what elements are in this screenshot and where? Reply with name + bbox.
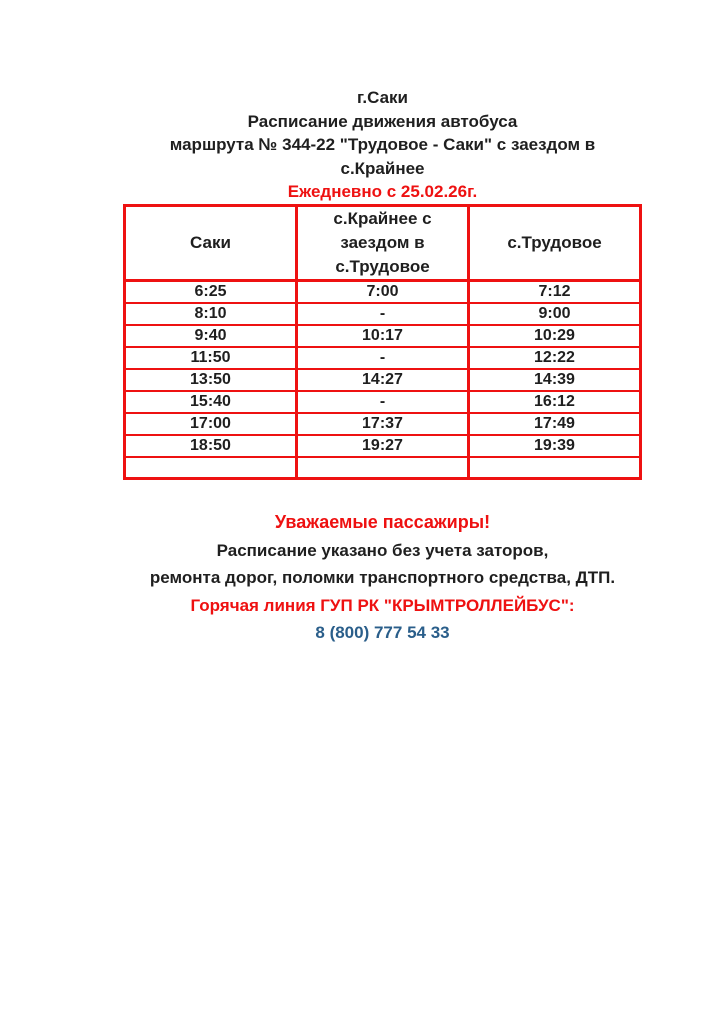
time-cell: 14:39 <box>469 369 641 391</box>
column-header-saki <box>125 205 297 280</box>
time-cell <box>125 457 297 479</box>
effective-date: Ежедневно с 25.02.26г. <box>287 182 478 201</box>
table-row <box>125 457 641 479</box>
time-cell: - <box>297 391 469 413</box>
table-row <box>125 280 641 303</box>
notice-block <box>123 509 642 647</box>
time-cell: 13:50 <box>125 369 297 391</box>
time-cell: 10:29 <box>469 325 641 347</box>
time-cell: 14:27 <box>297 369 469 391</box>
time-cell: 16:12 <box>469 391 641 413</box>
route-title-line-2: с.Крайнее <box>340 158 425 178</box>
document-content <box>123 86 642 647</box>
time-cell <box>297 457 469 479</box>
column-header-label: Саки <box>190 232 231 252</box>
time-cell: 15:40 <box>125 391 297 413</box>
table-row <box>125 369 641 391</box>
notice-line-1: Расписание указано без учета заторов, <box>216 540 549 560</box>
route-title-line-1: маршрута № 344-22 "Трудовое - Саки" с заездом в <box>169 135 596 154</box>
time-cell: 18:50 <box>125 435 297 457</box>
hotline-label: Горячая линия ГУП РК "КРЫМТРОЛЛЕЙБУС": <box>190 595 575 615</box>
notice-line-2: ремонта дорог, поломки транспортного средства, ДТП. <box>149 568 616 587</box>
time-cell: 9:00 <box>469 303 641 325</box>
time-cell: 17:37 <box>297 413 469 435</box>
time-cell: 10:17 <box>297 325 469 347</box>
time-cell: 19:39 <box>469 435 641 457</box>
table-row <box>125 413 641 435</box>
schedule-table-head <box>125 205 641 280</box>
time-cell <box>469 457 641 479</box>
time-cell: 19:27 <box>297 435 469 457</box>
time-cell: 8:10 <box>125 303 297 325</box>
time-cell: 17:00 <box>125 413 297 435</box>
table-row <box>125 303 641 325</box>
time-cell: 7:12 <box>469 280 641 303</box>
city-title: г.Саки <box>357 88 408 107</box>
time-cell: - <box>297 347 469 369</box>
schedule-table <box>123 204 642 481</box>
title-block <box>123 86 642 204</box>
time-cell: 7:00 <box>297 280 469 303</box>
time-cell: 6:25 <box>125 280 297 303</box>
time-cell: 17:49 <box>469 413 641 435</box>
time-cell: 12:22 <box>469 347 641 369</box>
column-header-krainee <box>297 205 469 280</box>
notice-title: Уважаемые пассажиры! <box>274 512 491 532</box>
time-cell: - <box>297 303 469 325</box>
schedule-table-body <box>125 280 641 479</box>
column-header-label: с.Трудовое <box>507 232 602 252</box>
time-cell: 11:50 <box>125 347 297 369</box>
table-row <box>125 391 641 413</box>
header-row <box>125 205 641 280</box>
table-row <box>125 435 641 457</box>
column-header-label: с.Крайнее с заездом в с.Трудовое <box>333 208 432 276</box>
hotline-phone-number: 8 (800) 777 54 33 <box>315 623 450 642</box>
table-row <box>125 325 641 347</box>
time-cell: 9:40 <box>125 325 297 347</box>
schedule-subtitle: Расписание движения автобуса <box>247 111 518 131</box>
table-row <box>125 347 641 369</box>
column-header-trudovoe <box>469 205 641 280</box>
